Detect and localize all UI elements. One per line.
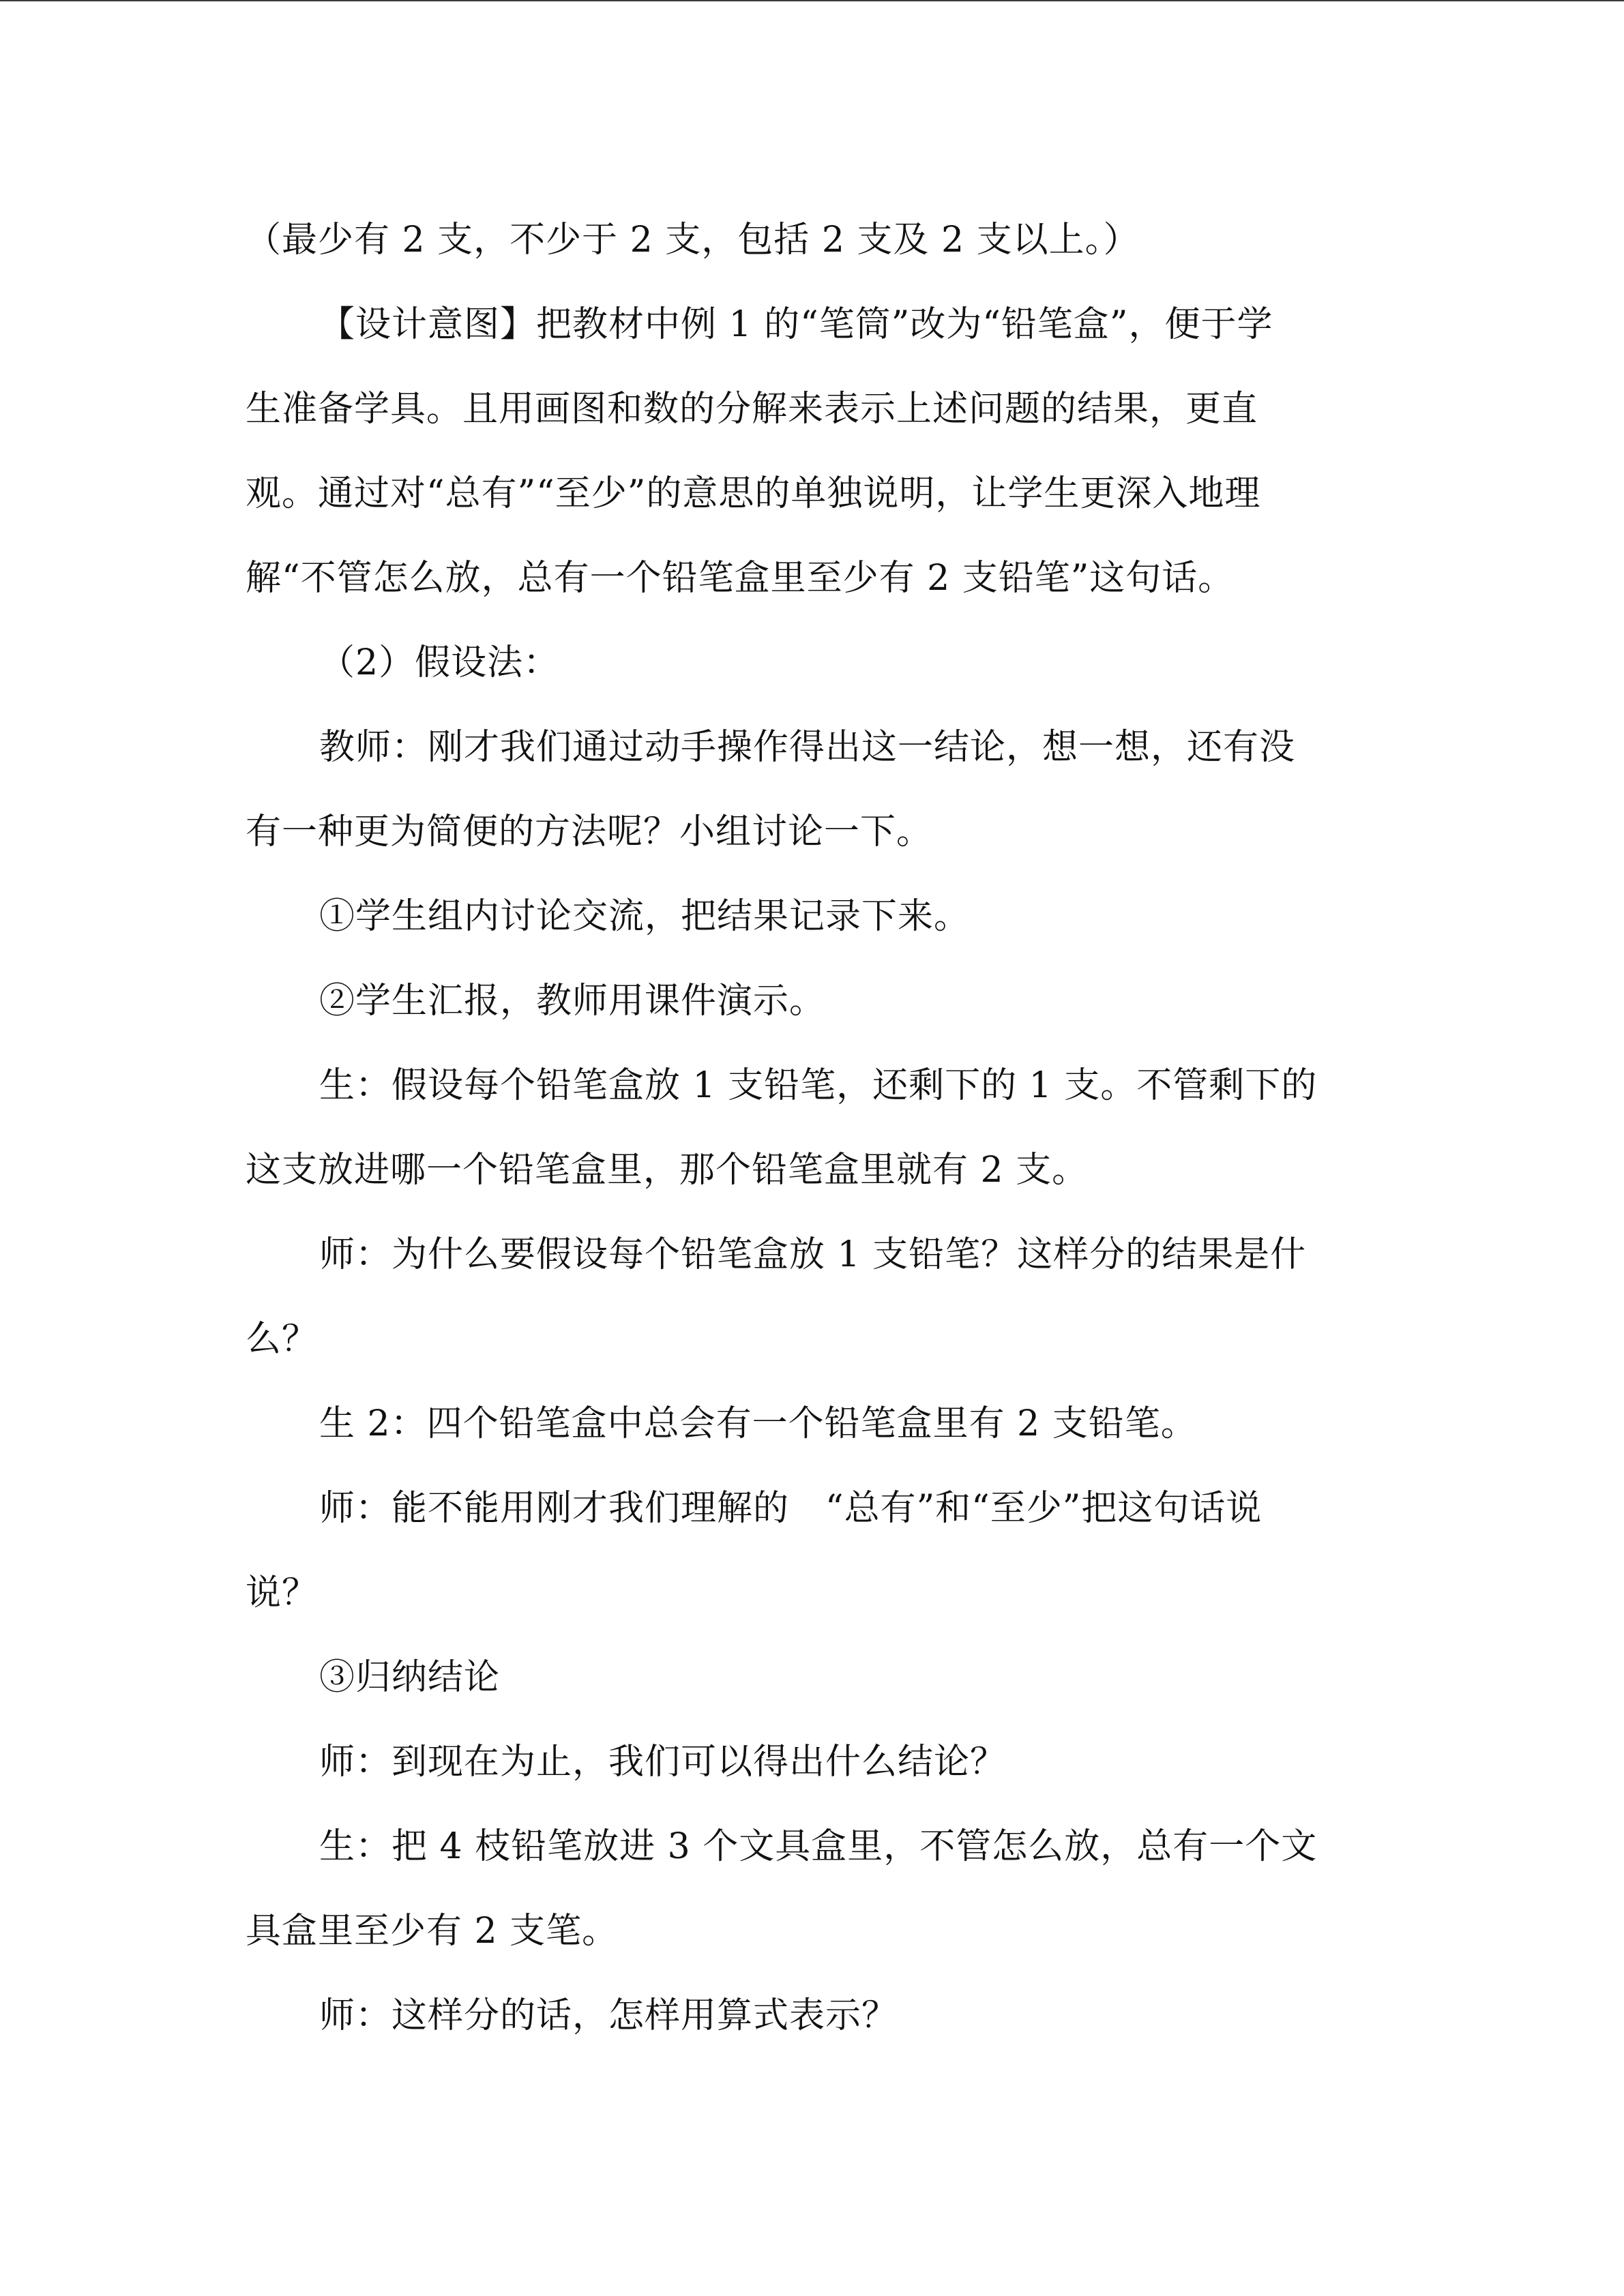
text-line-14: 么？ <box>246 1319 319 1360</box>
text-line-6: （2）假设法： <box>319 642 560 683</box>
text-line-22: 师：这样分的话，怎样用算式表示？ <box>319 1995 898 2036</box>
text-line-21: 具盒里至少有 2 支笔。 <box>246 1911 619 1952</box>
text-line-13: 师：为什么要假设每个铅笔盒放 1 支铅笔？这样分的结果是什 <box>319 1234 1307 1275</box>
page-top-border <box>0 0 1624 1</box>
text-line-8: 有一种更为简便的方法呢？小组讨论一下。 <box>246 811 933 852</box>
text-line-12: 这支放进哪一个铅笔盒里，那个铅笔盒里就有 2 支。 <box>246 1150 1089 1191</box>
text-line-7: 教师：刚才我们通过动手操作得出这一结论，想一想，还有没 <box>319 727 1296 768</box>
text-line-15: 生 2：四个铅笔盒中总会有一个铅笔盒里有 2 支铅笔。 <box>319 1403 1197 1444</box>
text-line-1: （最少有 2 支，不少于 2 支，包括 2 支及 2 支以上。） <box>246 220 1140 260</box>
text-line-11: 生：假设每个铅笔盒放 1 支铅笔，还剩下的 1 支。不管剩下的 <box>319 1065 1318 1106</box>
text-line-19: 师：到现在为止，我们可以得出什么结论？ <box>319 1742 1007 1783</box>
text-line-18: ③归纳结论 <box>319 1657 501 1698</box>
text-line-3: 生准备学具。且用画图和数的分解来表示上述问题的结果，更直 <box>246 389 1258 430</box>
text-line-10: ②学生汇报，教师用课件演示。 <box>319 981 826 1022</box>
text-line-16: 师：能不能用刚才我们理解的 “总有”和“至少”把这句话说 <box>319 1488 1263 1529</box>
text-line-5: 解“不管怎么放，总有一个铅笔盒里至少有 2 支铅笔”这句话。 <box>246 558 1235 599</box>
text-line-17: 说？ <box>246 1572 319 1613</box>
text-line-4: 观。通过对“总有”“至少”的意思的单独说明，让学生更深入地理 <box>246 473 1261 514</box>
text-line-20: 生：把 4 枝铅笔放进 3 个文具盒里，不管怎么放，总有一个文 <box>319 1826 1318 1867</box>
text-line-9: ①学生组内讨论交流，把结果记录下来。 <box>319 896 971 937</box>
text-line-2: 【设计意图】把教材中例 1 的“笔筒”改为“铅笔盒”，便于学 <box>319 304 1273 345</box>
